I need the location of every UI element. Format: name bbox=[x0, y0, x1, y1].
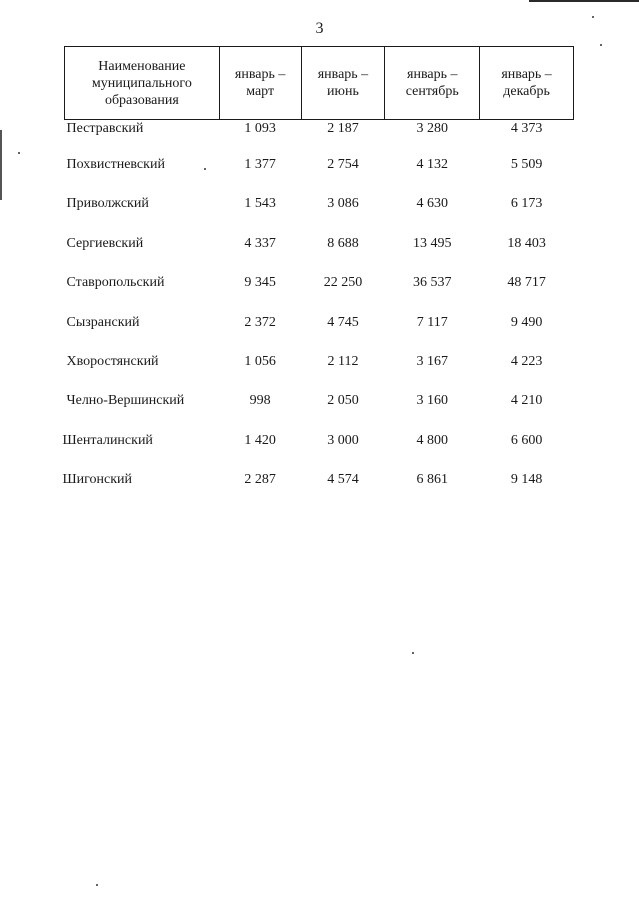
page-number: 3 bbox=[315, 20, 324, 37]
cell-q1: 1 056 bbox=[244, 353, 276, 369]
cell-q3: 4 132 bbox=[416, 157, 449, 172]
cell-q4: 9 490 bbox=[510, 314, 543, 330]
cell-q3: 3 167 bbox=[416, 353, 449, 369]
cell-q3: 4 800 bbox=[416, 432, 449, 448]
table-row bbox=[65, 195, 574, 234]
cell-q2: 4 745 bbox=[327, 314, 359, 330]
cell-name: Сергиевский bbox=[66, 235, 144, 251]
cell-q3: 3 280 bbox=[416, 121, 449, 136]
cell-q1: 4 337 bbox=[244, 235, 276, 251]
cell-q1: 1 377 bbox=[244, 157, 276, 172]
cell-q3: 6 861 bbox=[416, 472, 449, 488]
scan-speck bbox=[96, 884, 98, 886]
cell-q4: 9 148 bbox=[510, 472, 543, 488]
cell-name: Похвистневский bbox=[66, 157, 165, 172]
cell-q3: 4 630 bbox=[416, 196, 449, 212]
cell-q4: 4 373 bbox=[510, 121, 543, 136]
cell-q4: 48 717 bbox=[507, 275, 546, 291]
header-row bbox=[65, 47, 574, 120]
data-table bbox=[64, 46, 574, 511]
cell-q1: 2 372 bbox=[244, 314, 276, 330]
scan-speck bbox=[412, 652, 414, 654]
cell-q1: 1 420 bbox=[244, 432, 276, 448]
table-row bbox=[65, 156, 574, 195]
cell-q2: 4 574 bbox=[327, 472, 359, 488]
cell-name: Челно-Вершинский bbox=[66, 393, 185, 409]
cell-q2: 3 086 bbox=[327, 196, 359, 212]
table-row bbox=[65, 314, 574, 353]
scan-speck bbox=[18, 152, 20, 154]
cell-q1: 9 345 bbox=[244, 275, 276, 291]
cell-q2: 8 688 bbox=[327, 235, 359, 251]
header-jan-mar: январь – март bbox=[219, 47, 301, 120]
cell-q1: 1 543 bbox=[244, 196, 276, 212]
table-row bbox=[65, 120, 574, 157]
header-jan-dec: январь – декабрь bbox=[480, 47, 574, 120]
header-municipality: Наименование муниципального образования bbox=[65, 47, 220, 120]
table-row bbox=[65, 471, 574, 510]
cell-q2: 22 250 bbox=[323, 275, 363, 291]
table-body bbox=[62, 120, 574, 511]
cell-q3: 13 495 bbox=[413, 235, 452, 251]
table-row bbox=[65, 432, 574, 471]
cell-q2: 3 000 bbox=[327, 432, 359, 448]
cell-q3: 36 537 bbox=[413, 275, 452, 291]
cell-q1: 2 287 bbox=[244, 472, 276, 488]
cell-q3: 3 160 bbox=[416, 393, 449, 409]
header-jan-jun: январь – июнь bbox=[301, 47, 385, 120]
cell-q2: 2 050 bbox=[327, 393, 359, 409]
table-row bbox=[65, 235, 574, 274]
cell-name: Шенталинский bbox=[62, 432, 153, 448]
cell-name: Пестравский bbox=[66, 121, 144, 136]
cell-name: Хворостянский bbox=[66, 353, 159, 369]
cell-name: Шигонский bbox=[62, 472, 133, 488]
cell-q4: 5 509 bbox=[510, 157, 543, 172]
table-row bbox=[65, 392, 574, 431]
table-row bbox=[65, 274, 574, 313]
table-header bbox=[65, 47, 574, 120]
cell-q1: 998 bbox=[249, 393, 271, 409]
cell-q2: 2 754 bbox=[327, 157, 359, 172]
scan-edge-line-left bbox=[0, 130, 2, 200]
cell-q4: 6 600 bbox=[510, 432, 543, 448]
scan-speck bbox=[592, 16, 594, 18]
cell-q4: 18 403 bbox=[507, 235, 546, 251]
scan-speck bbox=[600, 44, 602, 46]
cell-name: Приволжский bbox=[66, 196, 149, 212]
scan-edge-line-top bbox=[529, 0, 639, 2]
cell-name: Сызранский bbox=[66, 314, 140, 330]
cell-q4: 4 223 bbox=[510, 353, 543, 369]
cell-q2: 2 187 bbox=[327, 121, 359, 136]
cell-name: Ставропольский bbox=[66, 275, 165, 291]
cell-q4: 4 210 bbox=[510, 393, 543, 409]
cell-q3: 7 117 bbox=[416, 314, 448, 330]
header-jan-sep: январь – сентябрь bbox=[385, 47, 480, 120]
cell-q4: 6 173 bbox=[510, 196, 543, 212]
cell-q1: 1 093 bbox=[244, 121, 276, 136]
cell-q2: 2 112 bbox=[327, 353, 359, 369]
table-row bbox=[65, 353, 574, 392]
